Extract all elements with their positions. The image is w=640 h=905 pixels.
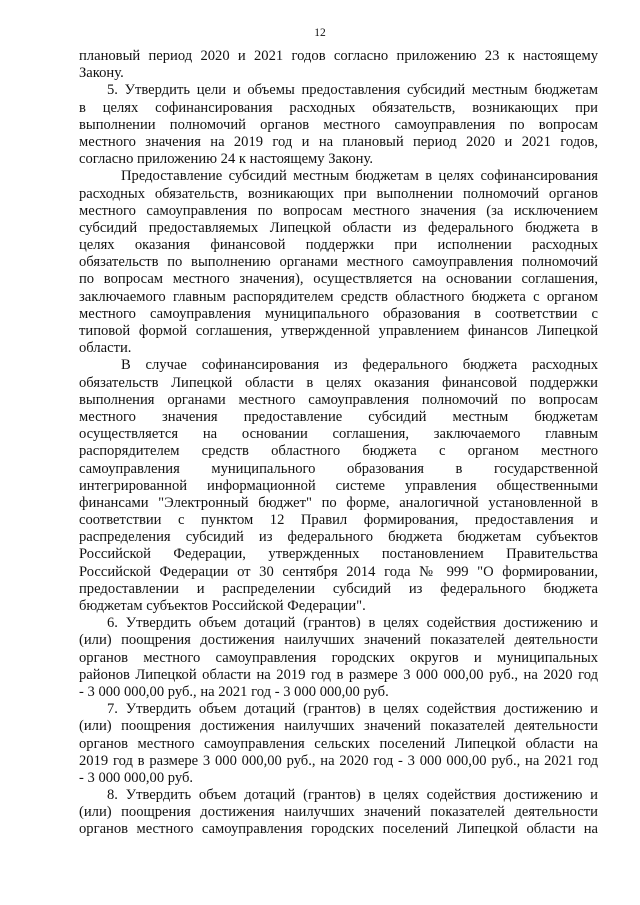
text-line: органов местного самоуправления городских поселений Липецкой области на	[79, 821, 598, 838]
text-line: расходных обязательств, возникающих при выполнении полномочий органов	[79, 185, 598, 202]
text-line: выполнения органами местного самоуправления полномочий по вопросам	[79, 391, 598, 408]
text-line: районов Липецкой области на 2019 год в размере 3 000 000,00 руб., на 2020 год	[79, 666, 598, 683]
text-line: органов местного самоуправления городских округов и муниципальных	[79, 649, 598, 666]
text-line: 6. Утвердить объем дотаций (грантов) в целях содействия достижению и	[107, 615, 598, 632]
text-line: обязательств Липецкой области в целях оказания финансовой поддержки	[79, 374, 598, 391]
text-line: плановый период 2020 и 2021 годов согласно приложению 23 к настоящему	[79, 48, 598, 64]
text-line: местного самоуправления муниципального образования в соответствии с	[79, 305, 598, 322]
text-line: предоставлении и распределении субсидий из федерального бюджета	[79, 580, 598, 597]
text-line: интегрированной информационной системе управления общественными	[79, 477, 598, 494]
paragraph-item-5	[79, 82, 598, 168]
text-line: осуществляется на основании соглашения, заключаемого главным	[79, 426, 598, 443]
text-line: 8. Утвердить объем дотаций (грантов) в целях содействия достижению и	[107, 787, 598, 804]
paragraph-item-8	[79, 787, 598, 839]
text-line: финансами "Электронный бюджет" по форме, аналогичной установленной в	[79, 494, 598, 511]
text-line: в целях софинансирования расходных обязательств, возникающих при	[79, 99, 598, 116]
paragraph-item-6	[79, 615, 598, 701]
text-line: органов местного самоуправления сельских поселений Липецкой области на	[79, 735, 598, 752]
text-line: области.	[79, 340, 132, 357]
page-number: 12	[314, 27, 326, 39]
text-line: (или) поощрения достижения наилучших значений показателей деятельности	[79, 804, 598, 821]
text-line: соответствии с пунктом 12 Правил формирования, предоставления и	[79, 512, 598, 529]
paragraph-continuation	[79, 48, 598, 82]
text-line: 5. Утвердить цели и объемы предоставления субсидий местным бюджетам	[107, 82, 598, 99]
paragraph-federal-cofinancing	[79, 357, 598, 615]
text-line: Закону.	[79, 65, 124, 82]
text-line: целях оказания финансовой поддержки при исполнении расходных	[79, 237, 598, 254]
text-line: согласно приложению 24 к настоящему Закону.	[79, 151, 373, 168]
text-line: местного значения на 2019 год и на плановый период 2020 и 2021 годов,	[79, 133, 598, 150]
text-line: заключаемого главным распорядителем средств областного бюджета с органом	[79, 288, 598, 305]
text-line: Российской Федерации, утвержденных постановлением Правительства	[79, 546, 598, 563]
text-line: обязательств по выполнению органами местного самоуправления полномочий	[79, 254, 598, 271]
text-line: выполнении полномочий органов местного самоуправления по вопросам	[79, 116, 598, 133]
text-line: бюджетам субъектов Российской Федерации".	[79, 598, 366, 614]
text-line: В случае софинансирования из федерального бюджета расходных	[121, 357, 598, 374]
document-body	[79, 48, 598, 839]
text-line: по вопросам местного значения), осуществляется на основании соглашения,	[79, 271, 598, 288]
text-line: - 3 000 000,00 руб.	[79, 769, 194, 786]
text-line: (или) поощрения достижения наилучших значений показателей деятельности	[79, 718, 598, 735]
text-line: - 3 000 000,00 руб., на 2021 год - 3 000 000,00 руб.	[79, 683, 389, 700]
text-line: самоуправления муниципального образования в государственной	[79, 460, 598, 477]
text-line: местного значения предоставление субсидий местным бюджетам	[79, 408, 598, 425]
text-line: распорядителем средств областного бюджета с органом местного	[79, 443, 598, 460]
paragraph-subsidies-provision	[79, 168, 598, 357]
text-line: местного самоуправления по вопросам местного значения (за исключением	[79, 202, 598, 219]
text-line: типовой формой соглашения, утвержденной управлением финансов Липецкой	[79, 323, 598, 339]
text-line: субсидий предоставляемых Липецкой области из федерального бюджета в	[79, 219, 598, 236]
text-line: Предоставление субсидий местным бюджетам в целях софинансирования	[121, 168, 598, 185]
paragraph-item-7	[79, 701, 598, 787]
text-line: распределения субсидий из федерального бюджета бюджетам субъектов	[79, 529, 598, 546]
text-line: 7. Утвердить объем дотаций (грантов) в целях содействия достижению и	[107, 701, 598, 718]
text-line: Российской Федерации от 30 сентября 2014 года № 999 "О формировании,	[79, 563, 598, 580]
text-line: (или) поощрения достижения наилучших значений показателей деятельности	[79, 632, 598, 649]
text-line: 2019 год в размере 3 000 000,00 руб., на 2020 год - 3 000 000,00 руб., на 2021 год	[79, 752, 598, 769]
